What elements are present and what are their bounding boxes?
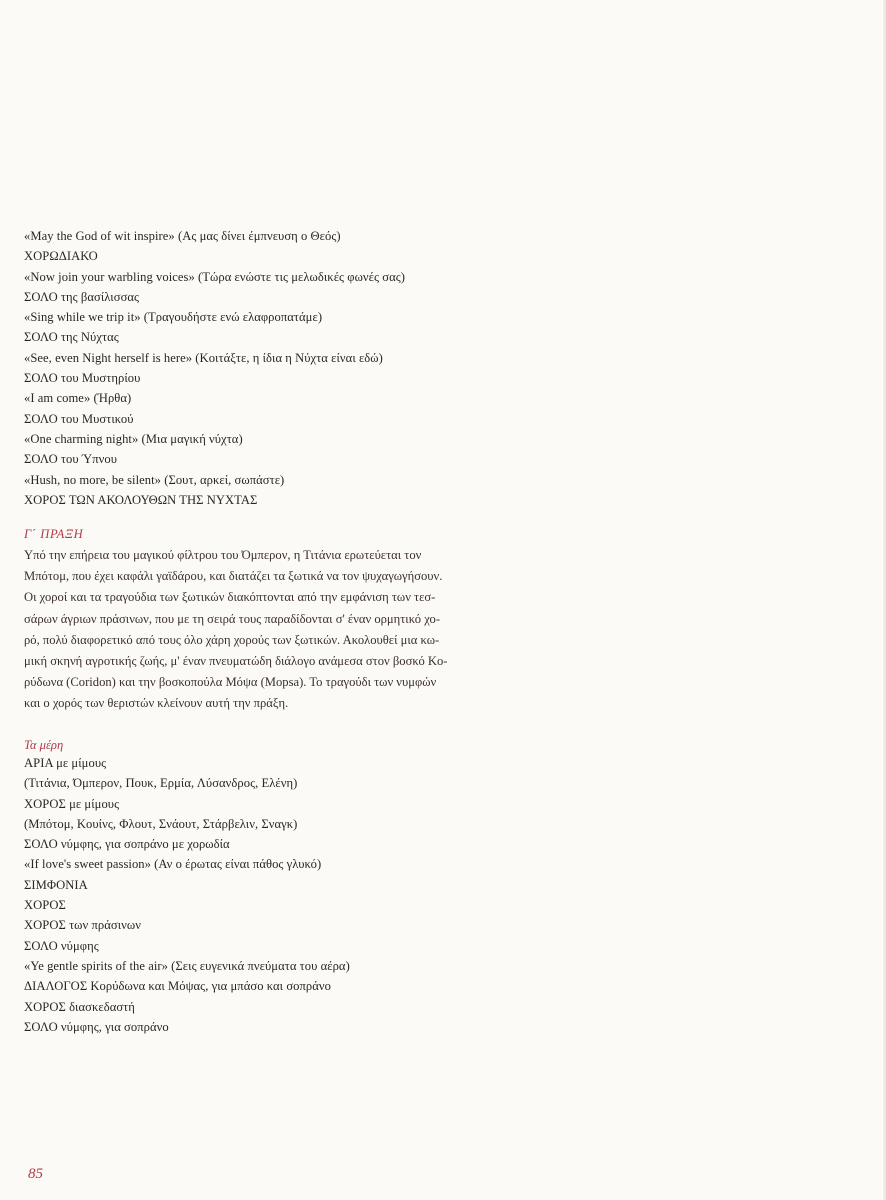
paragraph-line: σάρων άγριων πράσινων, που με τη σειρά τους παραδίδονται σ' έναν ορμητικό χο- — [24, 611, 441, 626]
libretto-line: ΣΟΛΟ της Νύχτας — [24, 330, 119, 345]
parts-list — [24, 753, 524, 1037]
libretto-line: ΣΟΛΟ της βασίλισσας — [24, 289, 140, 304]
libretto-list — [24, 226, 524, 510]
paragraph-line: ρύδωνα (Coridon) και την βοσκοπούλα Μόψα (Mopsa). Το τραγούδι των νυμφών — [24, 675, 437, 690]
parts-line: (Τιτάνια, Όμπερον, Πουκ, Ερμία, Λύσανδρος, Ελένη) — [24, 776, 298, 791]
libretto-line: «Hush, no more, be silent» (Σουτ, αρκεί, σωπάστε) — [24, 472, 285, 487]
libretto-line: «One charming night» (Μια μαγική νύχτα) — [24, 431, 243, 446]
libretto-line: «May the God of wit inspire» (Ας μας δίνει έμπνευση ο Θεός) — [24, 229, 341, 243]
libretto-line: ΧΟΡΟΣ ΤΩΝ ΑΚΟΛΟΥΘΩΝ ΤΗΣ ΝΥΧΤΑΣ — [24, 492, 258, 507]
parts-line: ΣΟΛΟ νύμφης, για σοπράνο — [24, 1019, 169, 1034]
paragraph-line: Μπότομ, που έχει καφάλι γαϊδάρου, και διατάζει τα ξωτικά να τον ψυχαγωγήσουν. — [24, 569, 443, 584]
parts-line: ΣΟΛΟ νύμφης — [24, 938, 99, 953]
act-heading: Γ΄ ΠΡΑΞΗ — [24, 527, 84, 541]
page-number: 85 — [28, 1166, 43, 1182]
parts-line: ΔΙΑΛΟΓΟΣ Κορύδωνα και Μόψας, για μπάσο και σοπράνο — [24, 979, 331, 994]
parts-line: ΣΙΜΦΟΝΙΑ — [24, 877, 88, 892]
libretto-line: «Sing while we trip it» (Τραγουδήστε ενώ ελαφροπατάμε) — [24, 310, 323, 325]
libretto-line: «See, even Night herself is here» (Κοιτάξτε, η ίδια η Νύχτα είναι εδώ) — [24, 350, 383, 365]
act-paragraph — [24, 545, 524, 715]
paragraph-line: Υπό την επήρεια του μαγικού φίλτρου του Όμπερον, η Τιτάνια ερωτεύεται τον — [24, 548, 422, 562]
paragraph-line: ρό, πολύ διαφορετικό από τους όλο χάρη χορούς των ξωτικών. Ακολουθεί μια κω- — [24, 632, 440, 647]
parts-line: «If love's sweet passion» (Αν ο έρωτας είναι πάθος γλυκό) — [24, 857, 322, 872]
parts-line: ΧΟΡΟΣ διασκεδαστή — [24, 999, 135, 1014]
libretto-line: «Now join your warbling voices» (Τώρα ενώστε τις μελωδικές φωνές σας) — [24, 269, 406, 284]
parts-line: ΣΟΛΟ νύμφης, για σοπράνο με χορωδία — [24, 837, 230, 852]
parts-line: ΧΟΡΟΣ των πράσινων — [24, 918, 141, 933]
paragraph-line: Οι χοροί και τα τραγούδια των ξωτικών διακόπτονται από την εμφάνιση των τεσ- — [24, 590, 436, 605]
libretto-line: ΣΟΛΟ του Μυστηρίου — [24, 371, 141, 386]
paragraph-line: και ο χορός των θεριστών κλείνουν αυτή την πράξη. — [24, 696, 289, 711]
parts-line: ΧΟΡΟΣ — [24, 898, 66, 913]
parts-line: (Μπότομ, Κουίνς, Φλουτ, Σνάουτ, Στάρβελιν, Σναγκ) — [24, 816, 298, 831]
paragraph-line: μική σκηνή αγροτικής ζωής, μ' έναν πνευματώδη διάλογο ανάμεσα στον βοσκό Κο- — [24, 654, 448, 669]
libretto-line: ΣΟΛΟ του Ύπνου — [24, 452, 117, 467]
parts-heading: Τα μέρη — [24, 738, 64, 752]
libretto-line: ΣΟΛΟ του Μυστικού — [24, 411, 134, 426]
parts-line: «Ye gentle spirits of the air» (Σεις ευγενικά πνεύματα του αέρα) — [24, 958, 350, 973]
libretto-line: ΧΟΡΩΔΙΑΚΟ — [24, 249, 98, 264]
libretto-line: «I am come» (Ήρθα) — [24, 391, 132, 406]
parts-line: ΧΟΡΟΣ με μίμους — [24, 796, 120, 811]
parts-line: ΑΡΙΑ με μίμους — [24, 756, 107, 770]
